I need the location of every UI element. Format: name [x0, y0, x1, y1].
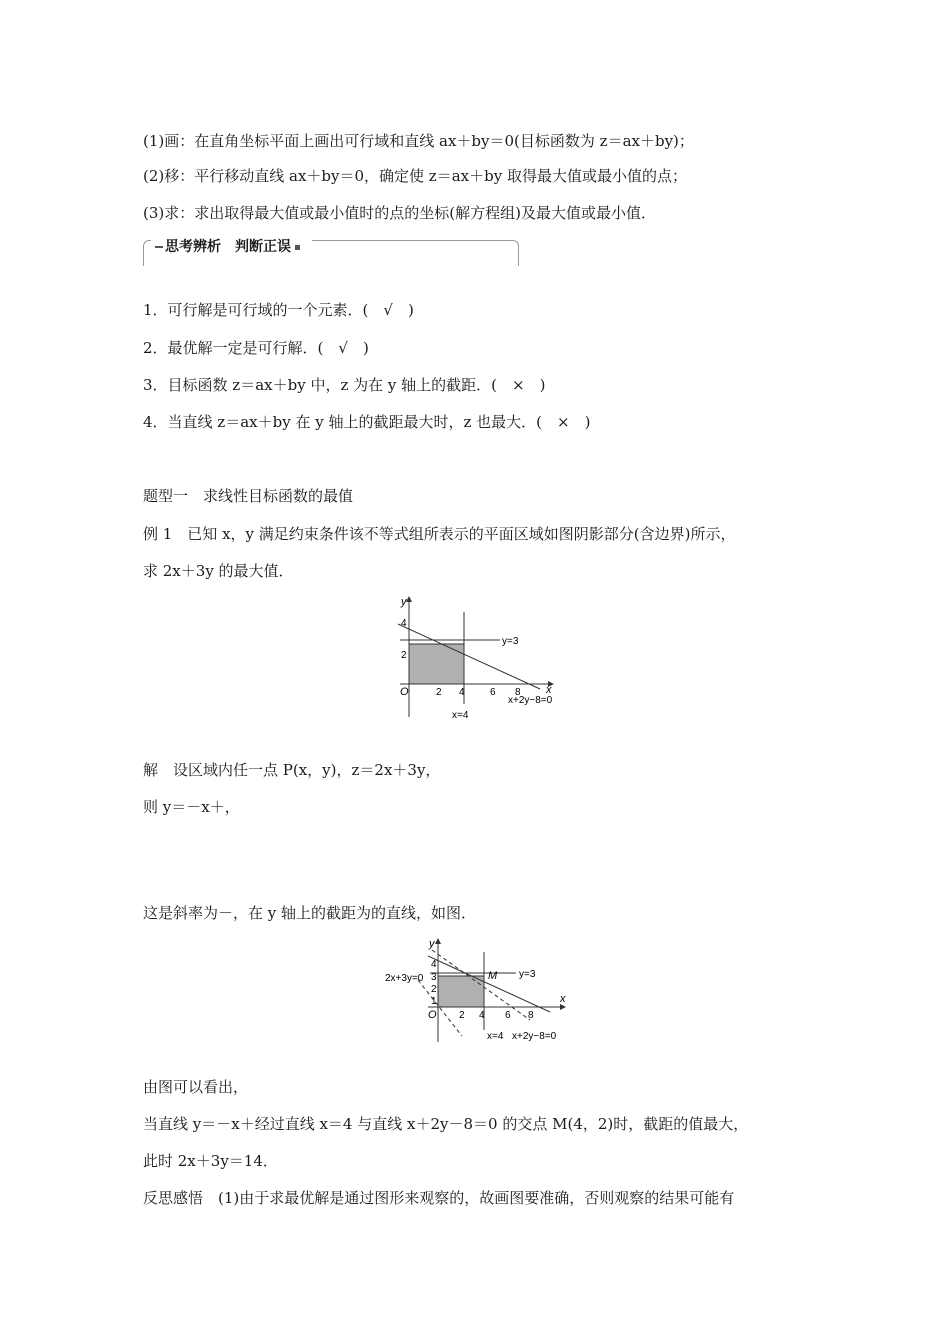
- tick-y-2: 2: [431, 984, 437, 995]
- tick-y-4: 4: [401, 618, 407, 629]
- tick-x-6: 6: [490, 687, 496, 698]
- tick-x-6: 6: [505, 1010, 511, 1021]
- label-x4: x=4: [452, 710, 469, 721]
- figure-feasible-region: [380, 592, 570, 722]
- example-line-1: 例 1 已知 x，y 满足约束条件该不等式组所表示的平面区域如图阴影部分(含边界)所示，: [143, 525, 736, 543]
- origin-label: O: [428, 1009, 437, 1021]
- tick-x-8: 8: [528, 1010, 534, 1021]
- tick-x-4: 4: [459, 687, 465, 698]
- section-title: [151, 238, 312, 256]
- tick-x-4: 4: [479, 1010, 485, 1021]
- y-axis-arrow: [406, 596, 412, 602]
- shaded-region: [438, 976, 484, 1007]
- judgment-1: 1．可行解是可行域的一个元素．( √ ): [143, 301, 414, 319]
- judgment-4: 4．当直线 z＝ax＋by 在 y 轴上的截距最大时，z 也最大．( × ): [143, 413, 591, 431]
- tick-x-2: 2: [436, 687, 442, 698]
- judgment-3: 3．目标函数 z＝ax＋by 中，z 为在 y 轴上的截距．( × ): [143, 376, 546, 394]
- tick-x-8: 8: [515, 687, 521, 698]
- solution-line-1: 解 设区域内任一点 P(x，y)，z＝2x＋3y，: [143, 761, 441, 779]
- y-axis-label: y: [429, 938, 435, 950]
- tick-x-2: 2: [459, 1010, 465, 1021]
- step-1: (1)画：在直角坐标平面上画出可行域和直线 ax＋by＝0(目标函数为 z＝ax＋by)；: [143, 132, 694, 150]
- section-title-text: 思考辨析 判断正误: [165, 239, 291, 255]
- conclusion-line-3: 此时 2x＋3y＝14．: [143, 1152, 278, 1170]
- topic-title: 题型一 求线性目标函数的最值: [143, 487, 354, 505]
- tick-y-1: 1: [431, 996, 437, 1007]
- y-axis-arrow: [435, 938, 441, 944]
- label-point-m: M: [488, 970, 498, 982]
- label-x4: x=4: [487, 1031, 504, 1042]
- judgment-2: 2．最优解一定是可行解．( √ ): [143, 339, 369, 357]
- label-objective: 2x+3y=0: [385, 973, 424, 984]
- label-y3: y=3: [502, 636, 519, 647]
- x-axis-label: x: [546, 684, 552, 696]
- figure-objective-line: [380, 934, 580, 1046]
- step-2: (2)移：平行移动直线 ax＋by＝0，确定使 z＝ax＋by 取得最大值或最小值的点；: [143, 167, 687, 185]
- tick-y-3: 3: [431, 972, 437, 983]
- conclusion-line-1: 由图可以看出，: [143, 1078, 249, 1096]
- x-axis-label: x: [560, 993, 566, 1005]
- conclusion-line-2: 当直线 y＝－x＋经过直线 x＝4 与直线 x＋2y－8＝0 的交点 M(4，2)时，截距的值最大，: [143, 1115, 749, 1133]
- solution-line-3: 这是斜率为－，在 y 轴上的截距为的直线，如图．: [143, 904, 477, 922]
- label-x2y8: x+2y−8=0: [512, 1031, 557, 1042]
- solution-line-2: 则 y＝－x＋，: [143, 798, 240, 816]
- label-y3: y=3: [519, 969, 536, 980]
- tick-y-4: 4: [431, 959, 437, 970]
- example-line-2: 求 2x＋3y 的最大值．: [143, 562, 294, 580]
- label-x2y8: x+2y−8=0: [508, 695, 553, 706]
- y-axis-label: y: [401, 596, 407, 608]
- origin-label: O: [400, 686, 409, 698]
- tick-y-2: 2: [401, 650, 407, 661]
- reflection-line: 反思感悟 (1)由于求最优解是通过图形来观察的，故画图要准确，否则观察的结果可能有: [143, 1189, 735, 1207]
- step-3: (3)求：求出取得最大值或最小值时的点的坐标(解方程组)及最大值或最小值．: [143, 204, 656, 222]
